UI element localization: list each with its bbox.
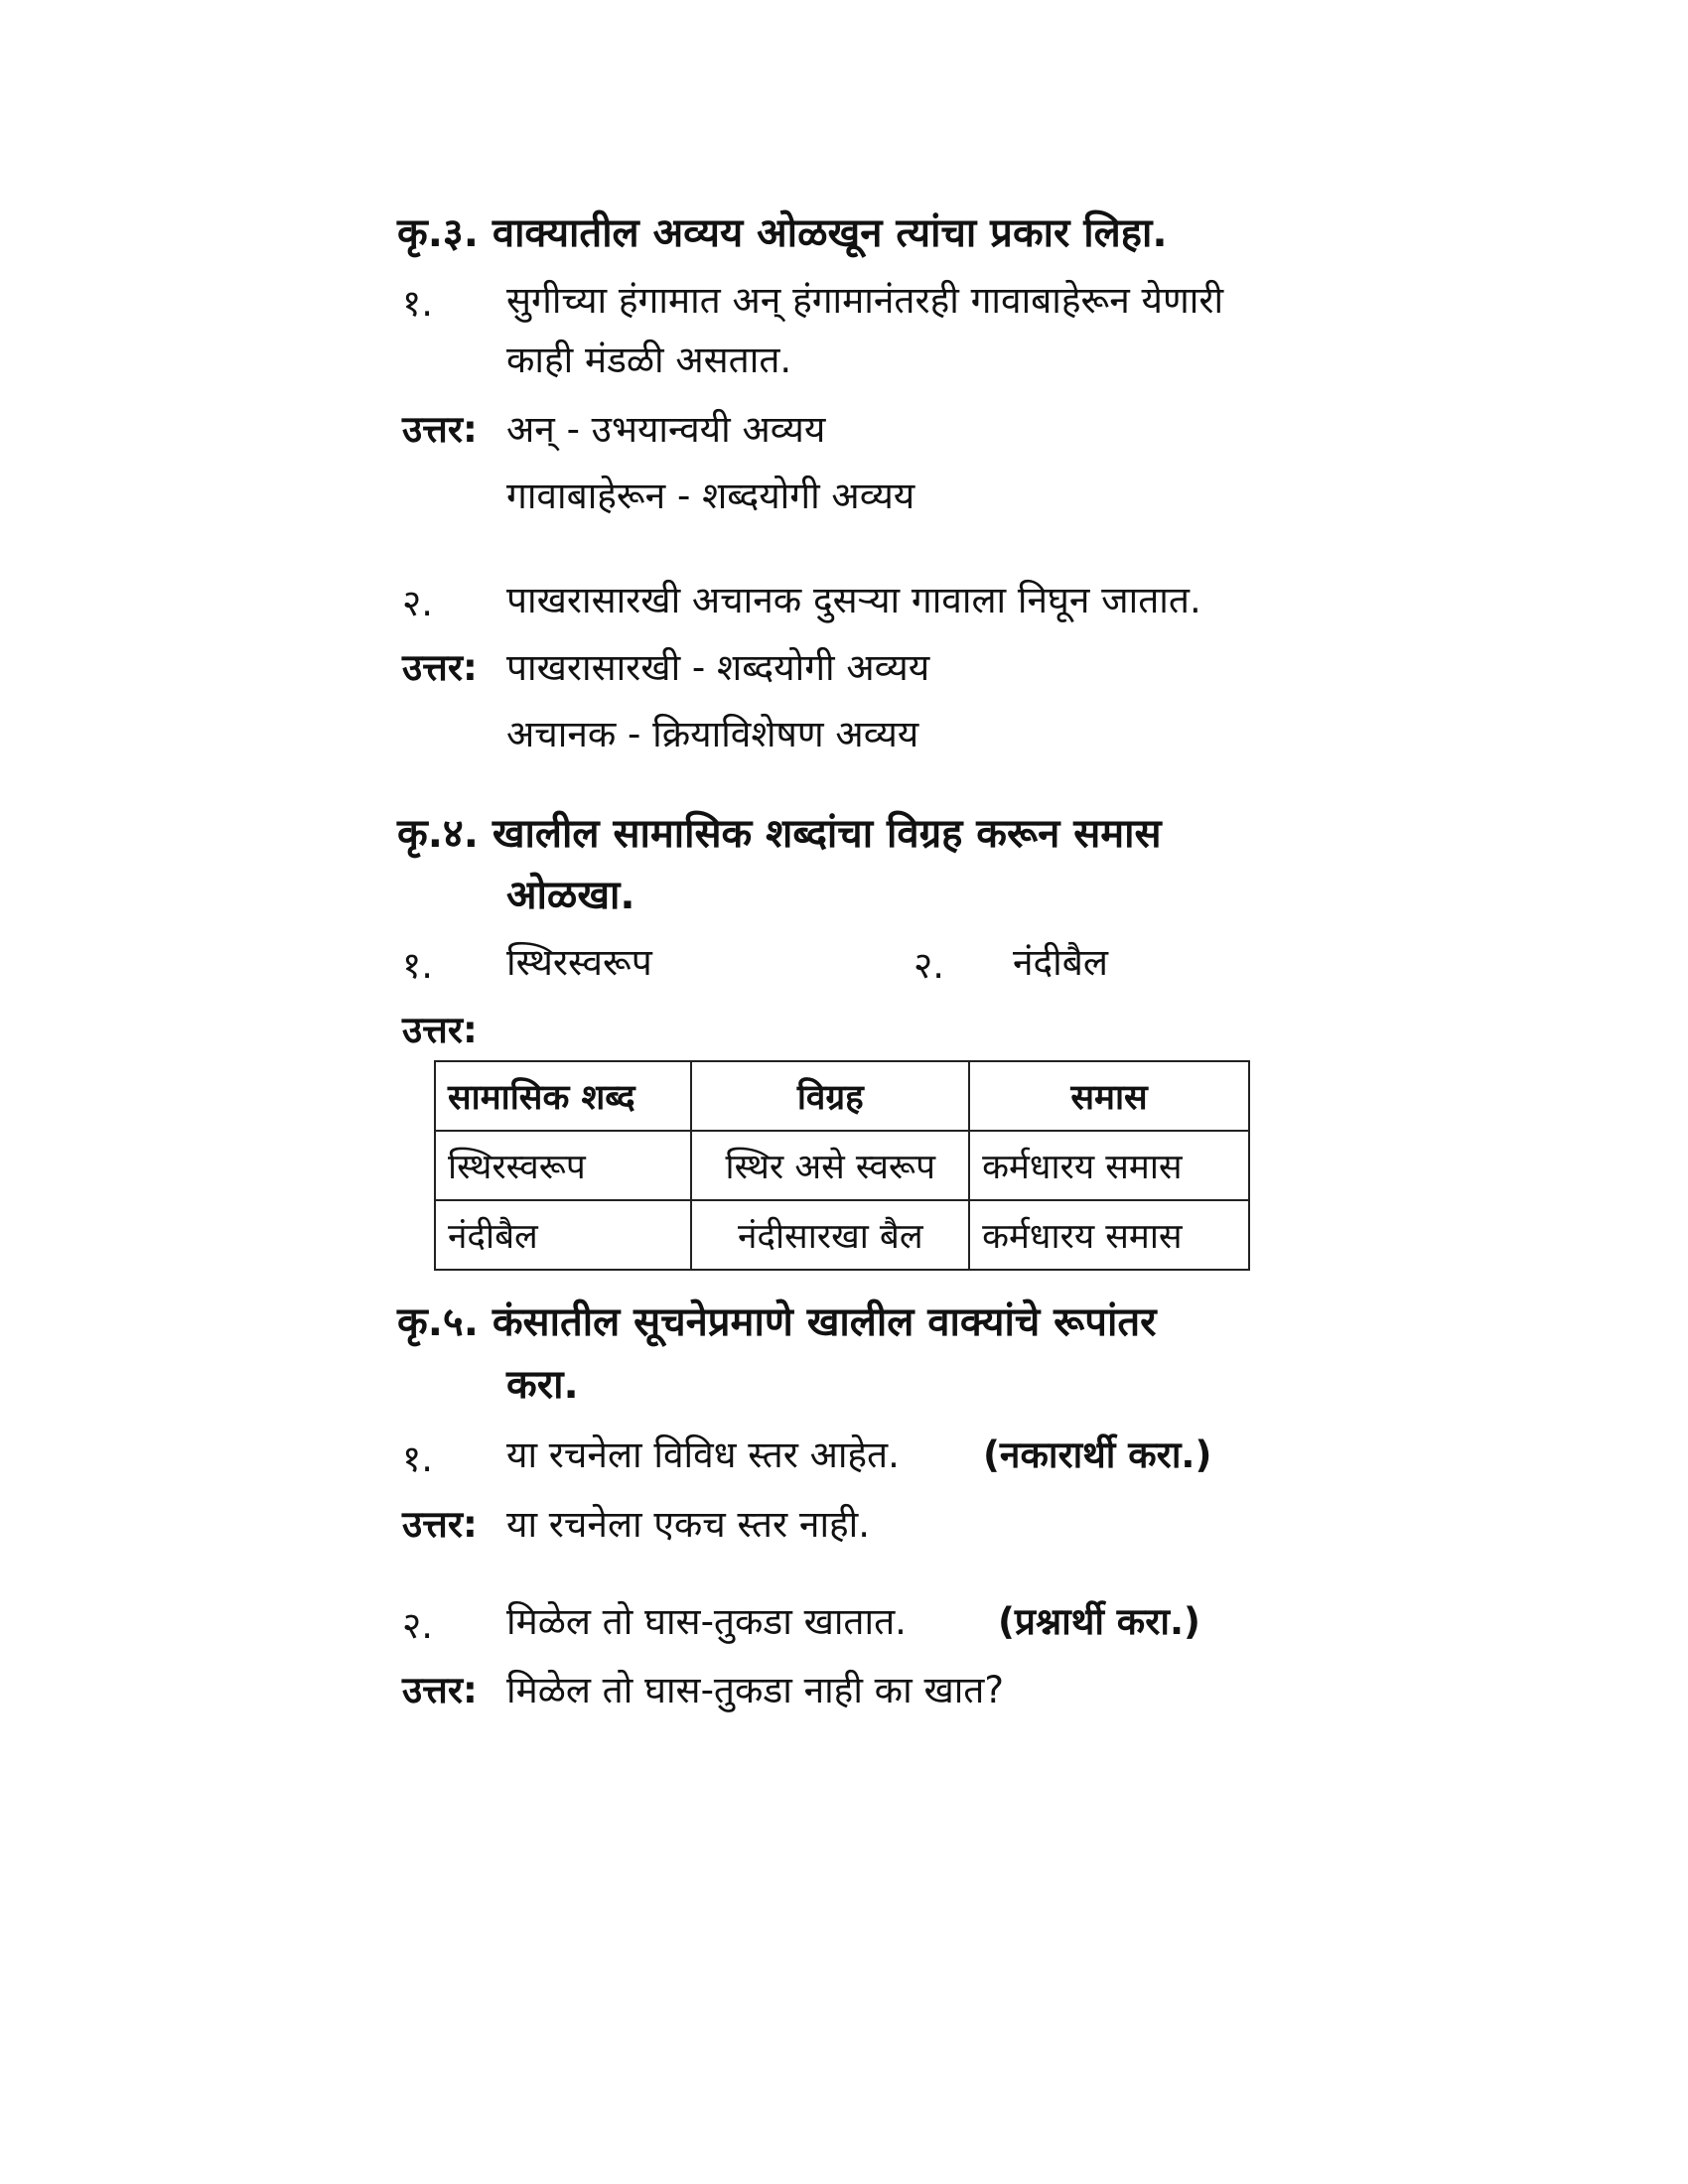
table-cell: कर्मधारय समास [969, 1200, 1249, 1270]
q5-item-1-answer-label: उत्तर: [402, 1503, 478, 1546]
q4-word-1: स्थिरस्वरूप [506, 941, 652, 984]
samas-table [434, 1060, 1250, 1271]
q5-item-2-sentence: मिळेल तो घास-तुकडा खातात. [506, 1600, 907, 1643]
table-header-cell: विग्रह [691, 1061, 969, 1131]
table-header-cell: सामासिक शब्द [435, 1061, 691, 1131]
table-cell: स्थिर असे स्वरूप [691, 1131, 969, 1200]
q4-answer-label: उत्तर: [402, 1009, 478, 1051]
q3-item-2-answer-1: पाखरासारखी - शब्दयोगी अव्यय [506, 646, 930, 689]
question-5-heading-line2: करा. [506, 1362, 579, 1408]
table-cell: कर्मधारय समास [969, 1131, 1249, 1200]
table-header-cell: समास [969, 1061, 1249, 1131]
table-header-row [435, 1061, 1249, 1131]
q5-item-2-answer-label: उत्तर: [402, 1669, 478, 1711]
q3-item-1-answer-1: अन् - उभयान्वयी अव्यय [506, 408, 826, 451]
q3-item-2-answer-label: उत्तर: [402, 646, 478, 689]
table-row [435, 1200, 1249, 1270]
q3-item-1-answer-2: गावाबाहेरून - शब्दयोगी अव्यय [506, 475, 915, 517]
q3-item-1-number: १. [402, 282, 434, 325]
q4-word-2-number: २. [914, 944, 945, 987]
table-cell: स्थिरस्वरूप [435, 1131, 691, 1200]
question-3-heading: कृ.३. वाक्यातील अव्यय ओळखून त्यांचा प्रकार लिहा. [397, 210, 1168, 256]
q3-item-1-answer-label: उत्तर: [402, 408, 478, 451]
q5-item-1-instruction: (नकारार्थी करा.) [983, 1433, 1212, 1476]
question-4-heading-line1: कृ.४. खालील सामासिक शब्दांचा विग्रह करून समास [397, 811, 1162, 857]
q4-word-1-number: १. [402, 944, 434, 987]
table-cell: नंदीसारखा बैल [691, 1200, 969, 1270]
question-4-heading-line2: ओळखा. [506, 873, 635, 918]
q4-word-2: नंदीबैल [1013, 941, 1108, 984]
q3-item-1-sentence-line1: सुगीच्या हंगामात अन् हंगामानंतरही गावाबाहेरून येणारी [506, 279, 1224, 322]
q5-item-1-sentence: या रचनेला विविध स्तर आहेत. [506, 1433, 900, 1476]
q5-item-1-number: १. [402, 1437, 434, 1480]
q3-item-2-number: २. [402, 582, 434, 624]
q5-item-1-answer: या रचनेला एकच स्तर नाही. [506, 1503, 871, 1546]
q3-item-1-sentence-line2: काही मंडळी असतात. [506, 339, 792, 381]
q5-item-2-answer: मिळेल तो घास-तुकडा नाही का खात? [506, 1669, 1005, 1711]
q3-item-2-answer-2: अचानक - क्रियाविशेषण अव्यय [506, 713, 919, 755]
table-row [435, 1131, 1249, 1200]
q3-item-2-sentence: पाखरासारखी अचानक दुसऱ्या गावाला निघून जातात. [506, 579, 1201, 621]
q5-item-2-number: २. [402, 1604, 434, 1647]
table-cell: नंदीबैल [435, 1200, 691, 1270]
q5-item-2-instruction: (प्रश्नार्थी करा.) [998, 1600, 1200, 1643]
question-5-heading-line1: कृ.५. कंसातील सूचनेप्रमाणे खालील वाक्यांचे रूपांतर [397, 1299, 1157, 1345]
